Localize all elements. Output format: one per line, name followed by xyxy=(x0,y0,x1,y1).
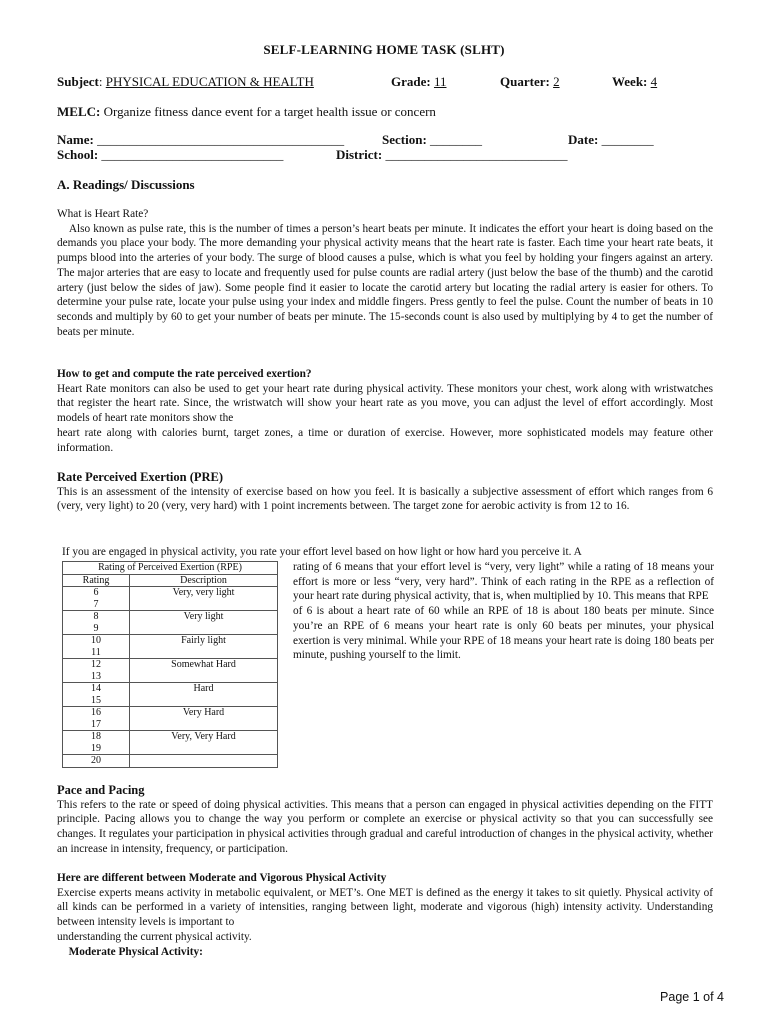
pre-section xyxy=(57,470,713,514)
rating-value: 18 xyxy=(91,731,101,742)
week-field xyxy=(612,74,657,90)
rating-value: 7 xyxy=(93,598,99,610)
week-label: Week: xyxy=(612,74,648,89)
table-row xyxy=(63,587,278,611)
name-label: Name: xyxy=(57,132,94,147)
grade-field xyxy=(391,74,447,90)
section-field[interactable] xyxy=(382,132,482,148)
quarter-label: Quarter: xyxy=(500,74,550,89)
compute-heading: How to get and compute the rate perceived exertion? xyxy=(57,368,312,380)
subject-label: Subject xyxy=(57,74,99,89)
district-blank: ____________________________ xyxy=(385,147,568,162)
rating-value: 12 xyxy=(91,659,101,670)
compute-body-1: Heart Rate monitors can also be used to get your heart rate during physical activity. These monitors your chest, work along with wristwatches that register the heart rate. Since, the wristwatch will show your heart rate as you move, you can adjust the level of effort accordingly. Most models of heart rate monitors show the xyxy=(57,382,713,425)
heart-rate-question: What is Heart Rate? xyxy=(57,208,149,220)
grade-value: 11 xyxy=(433,74,447,89)
section-blank: ________ xyxy=(430,132,483,147)
rating-value: 8 xyxy=(93,611,99,622)
table-row xyxy=(63,659,278,683)
rating-value: 6 xyxy=(93,587,99,598)
date-field[interactable] xyxy=(568,132,654,148)
section-label: Section: xyxy=(382,132,427,147)
table-row xyxy=(63,635,278,659)
name-field[interactable] xyxy=(57,132,344,148)
section-a-heading: A. Readings/ Discussions xyxy=(57,177,195,192)
table-row xyxy=(63,683,278,707)
subject-value: PHYSICAL EDUCATION & HEALTH xyxy=(105,74,314,89)
rating-value: 16 xyxy=(91,707,101,718)
rating-value: 15 xyxy=(91,694,101,706)
rating-value: 14 xyxy=(91,683,101,694)
compute-body-2: heart rate along with calories burnt, target zones, a time or duration of exercise. However, more sophisticated models may feature other information. xyxy=(57,426,713,454)
name-blank: ______________________________________ xyxy=(97,132,345,147)
rpe-col-description: Description xyxy=(130,574,278,587)
pace-section xyxy=(57,783,713,857)
rating-description: Somewhat Hard xyxy=(130,659,278,683)
rating-description: Very light xyxy=(130,611,278,635)
week-value: 4 xyxy=(650,74,658,89)
table-row xyxy=(63,755,278,768)
rating-value: 10 xyxy=(91,635,101,646)
rpe-side-part2: of 6 is about a heart rate of 60 while an RPE of 18 is about 180 beats per minute. Since you’re an RPE of 6 means your heart rate is only 60 beats per minutes, your physical exertion is very minimal. While your RPE of 18 means your heart rate is doing 180 beats per minute, pushing yourself to the limit. xyxy=(293,605,714,662)
heart-rate-section xyxy=(57,207,713,339)
table-row xyxy=(63,731,278,755)
pace-heading: Pace and Pacing xyxy=(57,783,145,797)
rating-description: Very Hard xyxy=(130,707,278,731)
melc-text: Organize fitness dance event for a target health issue or concern xyxy=(103,104,436,119)
rating-description: Fairly light xyxy=(130,635,278,659)
rating-value: 20 xyxy=(91,755,101,766)
subject-field: Subject: PHYSICAL EDUCATION & HEALTH xyxy=(57,74,314,89)
moderate-vigorous-section xyxy=(57,871,713,959)
melc-line xyxy=(57,104,436,120)
pre-heading: Rate Perceived Exertion (PRE) xyxy=(57,470,224,484)
school-label: School: xyxy=(57,147,99,162)
compute-section xyxy=(57,367,713,455)
pace-body: This refers to the rate or speed of doing physical activities. This means that a person can engaged in physical activities depending on the FITT principle. Pacing allows you to change the way you perform or complete an exercise or physical activity so that you can successfully see changes. It regulates your participation in physical activities through gradual and careful introduction of changes in the physical activity, whether an increase in intensity, frequency, or participation. xyxy=(57,798,713,855)
table-row xyxy=(63,611,278,635)
school-blank: ____________________________ xyxy=(101,147,284,162)
date-label: Date: xyxy=(568,132,599,147)
table-row xyxy=(63,707,278,731)
district-field[interactable] xyxy=(336,147,567,163)
rpe-col-rating: Rating xyxy=(63,574,130,587)
rpe-table xyxy=(62,561,278,768)
quarter-field xyxy=(500,74,560,90)
heart-rate-body: Also known as pulse rate, this is the number of times a person’s heart beats per minute. It indicates the effort your heart is doing based on the demands you place your body. The more demanding your physical activity means that the heart rate is faster. Each time your heart rate beats, it pumps blood into the arteries of your body. The surge of blood causes a pulse, which is what you feel by holding your fingers against an artery. The major arteries that are easy to locate and frequently used for pulse counts are radial artery (just below the base of the thumb) and the carotid artery (just below the sides of jaw). Some people find it easier to locate the carotid artery but locating the radial artery is easier for others. To determine your pulse rate, locate your pulse using your index and middle fingers. Press gently to feel the pulse. Count the number of beats in 10 seconds and multiply by 60 to get your number of beats per minute. The 15-seconds count is also used by multiplying by 4 to get the number of beats per minute. xyxy=(57,222,713,338)
rating-description: Hard xyxy=(130,683,278,707)
moderate-vigorous-body-2: understanding the current physical activity. xyxy=(57,930,252,943)
rating-description: Very, Very Hard xyxy=(130,731,278,755)
rating-value: 13 xyxy=(91,670,101,682)
rpe-side-part1: rating of 6 means that your effort level is “very, very light” while a rating of 18 means your effort is more or less “very, very hard”. Think of each rating in the RPE as a reflection of your heart rate during physical activity, that is, when multiplied by 10. This means that RPE xyxy=(293,561,714,603)
rating-description xyxy=(130,755,278,768)
rpe-table-caption: Rating of Perceived Exertion (RPE) xyxy=(63,562,278,575)
district-label: District: xyxy=(336,147,383,162)
page-title: SELF-LEARNING HOME TASK (SLHT) xyxy=(263,42,505,57)
moderate-vigorous-body-1: Exercise experts means activity in metabolic equivalent, or MET’s. One MET is defined as the energy it takes to sit quietly. Physical activity of all kinds can be performed in a variety of intensities, ranging between light, moderate and vigorous (high) intensity activity. Understanding between intensity levels is important to xyxy=(57,886,713,929)
rating-value: 19 xyxy=(91,742,101,754)
quarter-value: 2 xyxy=(553,74,560,89)
rating-value: 17 xyxy=(91,718,101,730)
moderate-activity-bullet: Moderate Physical Activity: xyxy=(57,945,192,958)
rpe-intro: If you are engaged in physical activity, you rate your effort level based on how light or how hard you perceive it. A xyxy=(62,546,582,558)
rating-value: 9 xyxy=(93,622,99,634)
page-number: Page 1 of 4 xyxy=(660,990,724,1004)
moderate-vigorous-heading: Here are different between Moderate and Vigorous Physical Activity xyxy=(57,872,387,884)
date-blank: ________ xyxy=(601,132,654,147)
rating-description: Very, very light xyxy=(130,587,278,611)
school-field[interactable] xyxy=(57,147,283,163)
rpe-side-text xyxy=(293,560,714,663)
rating-value: 11 xyxy=(91,646,101,658)
melc-label: MELC: xyxy=(57,104,101,119)
grade-label: Grade: xyxy=(391,74,431,89)
pre-body: This is an assessment of the intensity of exercise based on how you feel. It is basically a subjective assessment of effort which ranges from 6 (very, very light) to 20 (very, very hard) with 1 point increments between. The target zone for aerobic activity is from 12 to 16. xyxy=(57,485,713,513)
